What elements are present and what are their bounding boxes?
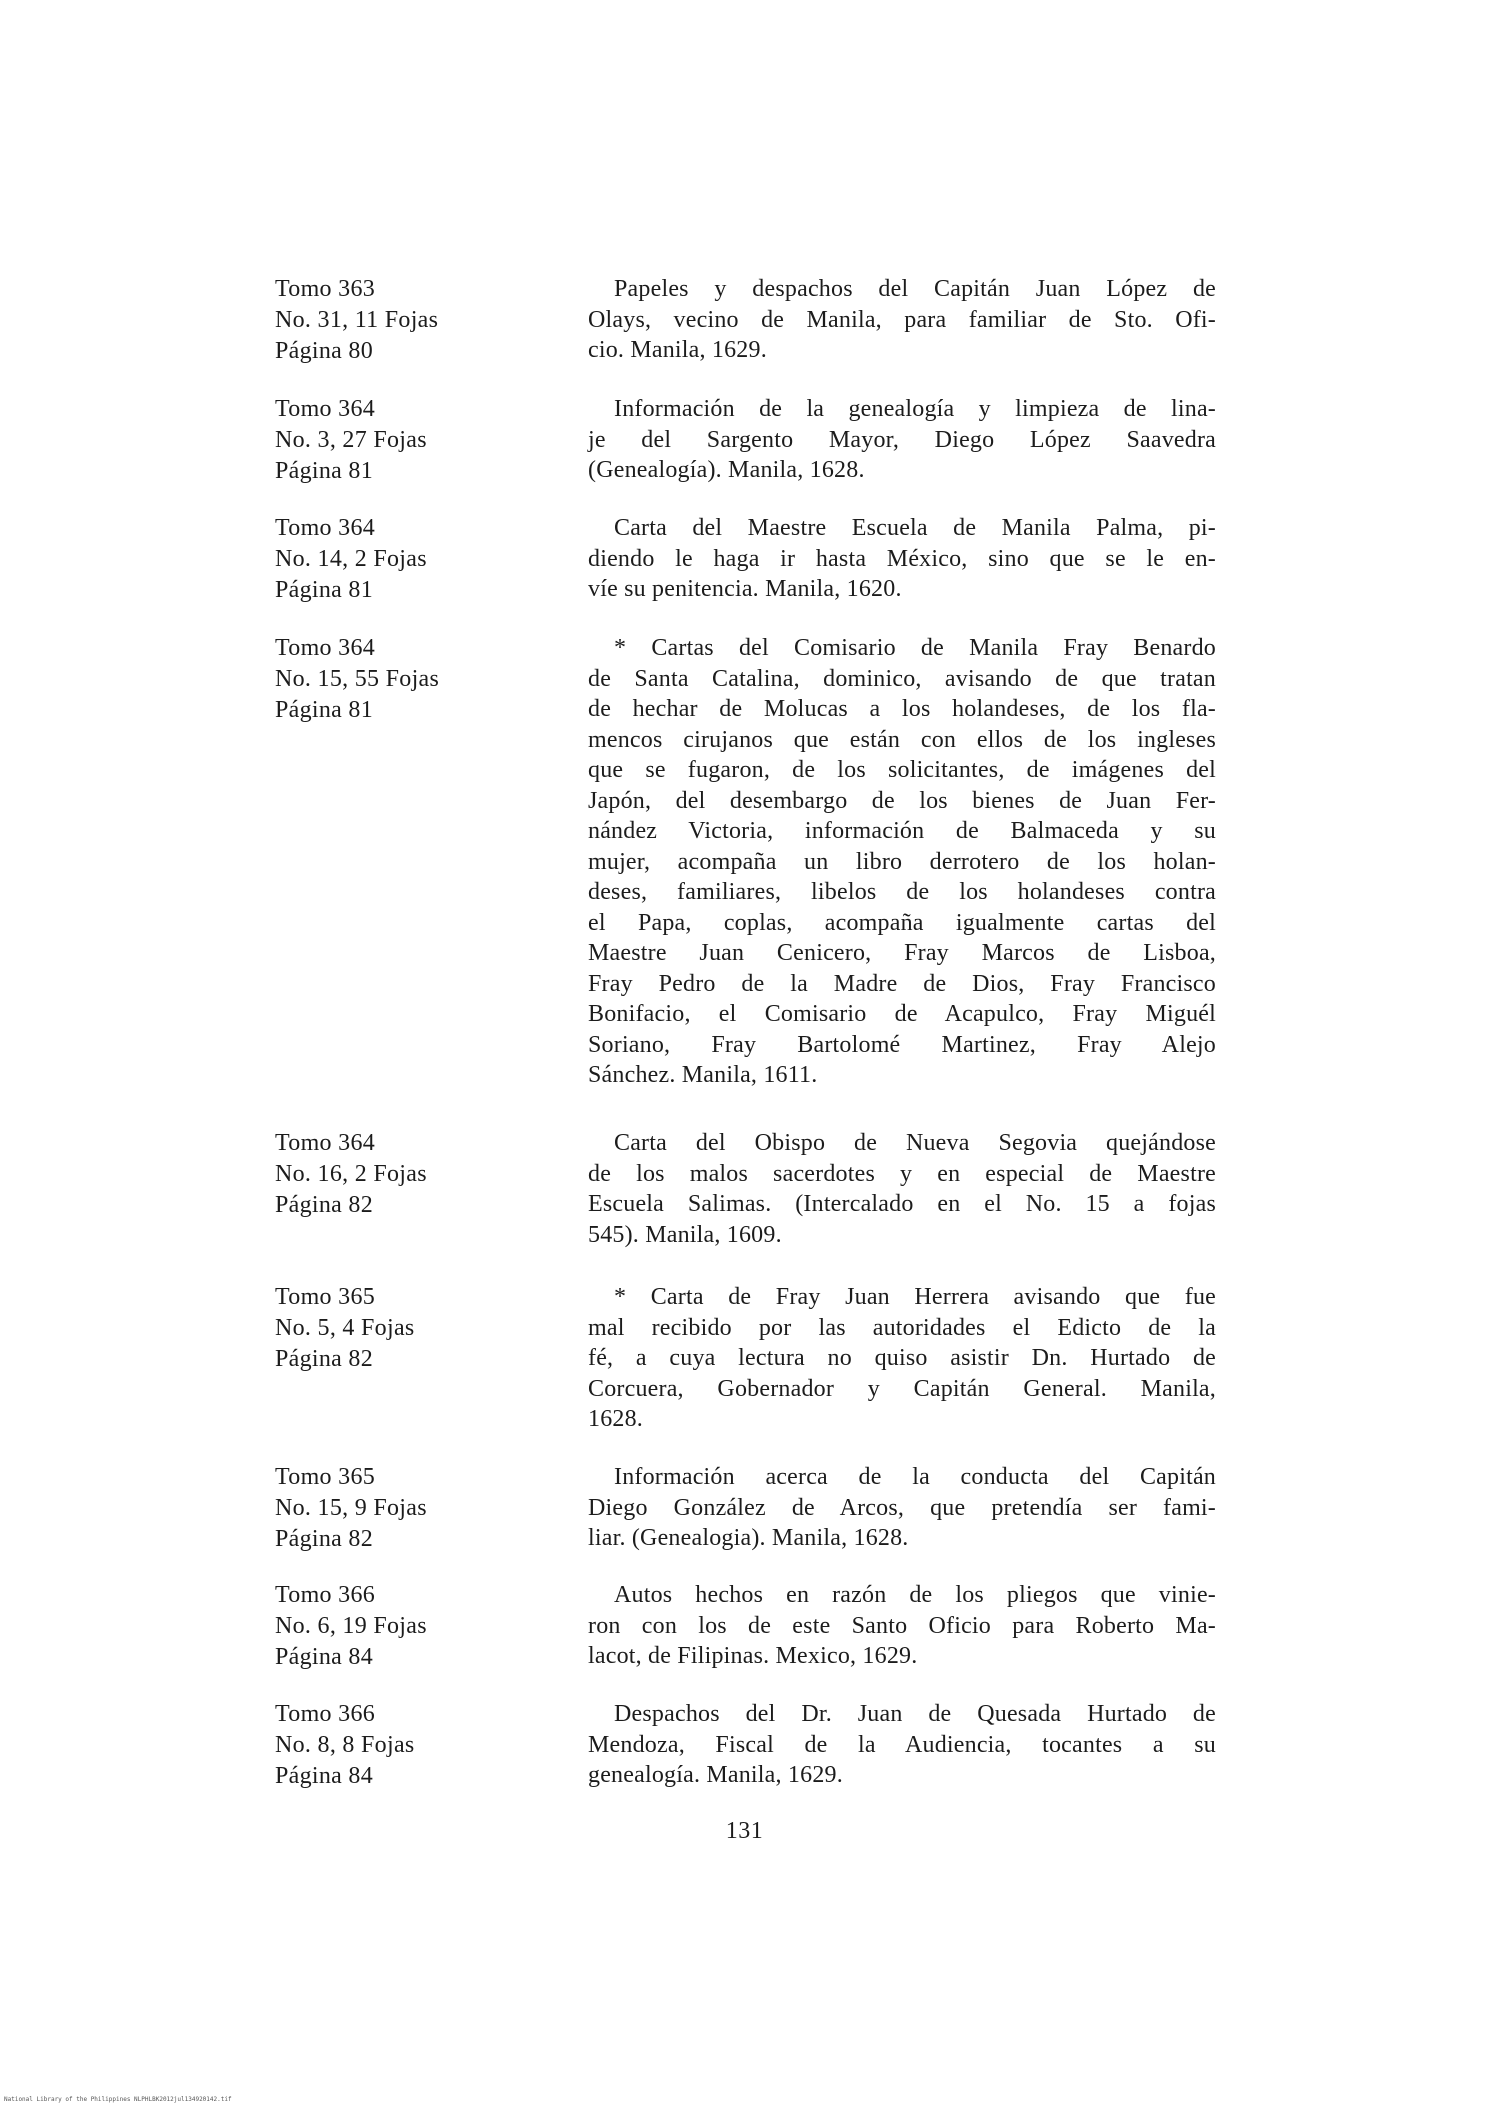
entry-reference [275,394,565,487]
tomo-line: Tomo 364 [275,515,376,541]
pagina-line: Página 84 [275,1763,374,1789]
description-line: Autos hechos en razón de los pliegos que vinie- [614,1582,1216,1608]
numero-line: No. 15, 55 Fojas [275,666,440,692]
entry-reference [275,1462,565,1555]
entry-reference [275,1699,565,1792]
description-line: 545). Manila, 1609. [588,1221,782,1248]
tomo-line: Tomo 366 [275,1582,376,1608]
description-line: mal recibido por las autoridades el Edicto de la [588,1314,1216,1341]
pagina-line: Página 82 [275,1346,374,1372]
entry-description [588,633,1216,1091]
description-line: liar. (Genealogia). Manila, 1628. [588,1525,909,1551]
description-line: de hechar de Molucas a los holandeses, de los fla- [588,696,1216,722]
description-line: Mendoza, Fiscal de la Audiencia, tocantes a su [588,1731,1216,1758]
description-line: Fray Pedro de la Madre de Dios, Fray Francisco [588,970,1216,997]
entry-description [588,394,1216,486]
entry-description [588,1128,1216,1250]
description-line: Bonifacio, el Comisario de Acapulco, Fray Miguél [588,1001,1216,1027]
description-line: * Cartas del Comisario de Manila Fray Benardo [614,635,1216,661]
entry-description [588,274,1216,366]
description-line: mencos cirujanos que están con ellos de los ingleses [588,726,1216,753]
description-line: de Santa Catalina, dominico, avisando de que tratan [588,665,1216,692]
entry-description [588,1580,1216,1672]
tomo-line: Tomo 364 [275,1130,376,1156]
numero-line: No. 8, 8 Fojas [275,1732,415,1758]
description-line: Soriano, Fray Bartolomé Martinez, Fray Alejo [588,1031,1216,1058]
numero-line: No. 5, 4 Fojas [275,1315,415,1341]
entry-description [588,1282,1216,1435]
description-line: víe su penitencia. Manila, 1620. [588,576,902,602]
description-line: Papeles y despachos del Capitán Juan López de [614,276,1216,302]
description-line: diendo le haga ir hasta México, sino que se le en- [588,545,1216,572]
tomo-line: Tomo 364 [275,635,376,661]
description-line: Información acerca de la conducta del Capitán [614,1464,1216,1490]
entry-reference [275,633,565,726]
description-line: ron con los de este Santo Oficio para Roberto Ma- [588,1612,1216,1639]
description-line: mujer, acompaña un libro derrotero de los holan- [588,848,1216,875]
description-line: cio. Manila, 1629. [588,337,767,363]
pagina-line: Página 84 [275,1644,374,1670]
description-line: lacot, de Filipinas. Mexico, 1629. [588,1643,918,1669]
description-line: fé, a cuya lectura no quiso asistir Dn. Hurtado de [588,1345,1216,1371]
description-line: Carta del Maestre Escuela de Manila Palma, pi- [614,515,1216,541]
description-line: Carta del Obispo de Nueva Segovia quejándose [614,1130,1216,1156]
entry-description [588,513,1216,605]
pagina-line: Página 81 [275,458,374,484]
pagina-line: Página 81 [275,697,374,723]
pagina-line: Página 80 [275,338,374,364]
entry-reference [275,1580,565,1673]
scan-footer: National Library of the Philippines NLPHLBK2012jul134920142.tif [4,2096,232,2103]
description-line: Información de la genealogía y limpieza de lina- [614,396,1216,422]
entry-description [588,1699,1216,1791]
description-line: Maestre Juan Cenicero, Fray Marcos de Lisboa, [588,940,1216,966]
numero-line: No. 6, 19 Fojas [275,1613,427,1639]
description-line: Despachos del Dr. Juan de Quesada Hurtado de [614,1701,1216,1727]
description-line: Olays, vecino de Manila, para familiar de Sto. Ofi- [588,306,1216,333]
entry-reference [275,1282,565,1375]
description-line: 1628. [588,1406,643,1432]
description-line: Japón, del desembargo de los bienes de Juan Fer- [588,787,1216,814]
tomo-line: Tomo 365 [275,1284,376,1310]
numero-line: No. 16, 2 Fojas [275,1161,427,1187]
numero-line: No. 3, 27 Fojas [275,427,427,453]
description-line: Sánchez. Manila, 1611. [588,1062,818,1088]
description-line: de los malos sacerdotes y en especial de Maestre [588,1160,1216,1187]
description-line: Diego González de Arcos, que pretendía ser fami- [588,1494,1216,1521]
pagina-line: Página 81 [275,577,374,603]
tomo-line: Tomo 363 [275,276,376,302]
numero-line: No. 31, 11 Fojas [275,307,439,333]
tomo-line: Tomo 364 [275,396,376,422]
entry-reference [275,513,565,606]
tomo-line: Tomo 366 [275,1701,376,1727]
tomo-line: Tomo 365 [275,1464,376,1490]
description-line: Corcuera, Gobernador y Capitán General. Manila, [588,1375,1216,1402]
description-line: je del Sargento Mayor, Diego López Saavedra [588,426,1216,453]
pagina-line: Página 82 [275,1526,374,1552]
description-line: el Papa, coplas, acompaña igualmente cartas del [588,909,1216,936]
entry-description [588,1462,1216,1554]
description-line: (Genealogía). Manila, 1628. [588,457,865,483]
description-line: * Carta de Fray Juan Herrera avisando que fue [614,1284,1216,1310]
numero-line: No. 15, 9 Fojas [275,1495,427,1521]
description-line: genealogía. Manila, 1629. [588,1762,843,1788]
page-number: 131 [725,1818,764,1844]
entry-reference [275,1128,565,1221]
description-line: deses, familiares, libelos de los holandeses contra [588,879,1216,905]
description-line: nández Victoria, información de Balmaceda y su [588,818,1216,844]
pagina-line: Página 82 [275,1192,374,1218]
numero-line: No. 14, 2 Fojas [275,546,427,572]
entry-reference [275,274,565,367]
description-line: que se fugaron, de los solicitantes, de imágenes del [588,757,1216,783]
description-line: Escuela Salimas. (Intercalado en el No. 15 a fojas [588,1191,1216,1217]
